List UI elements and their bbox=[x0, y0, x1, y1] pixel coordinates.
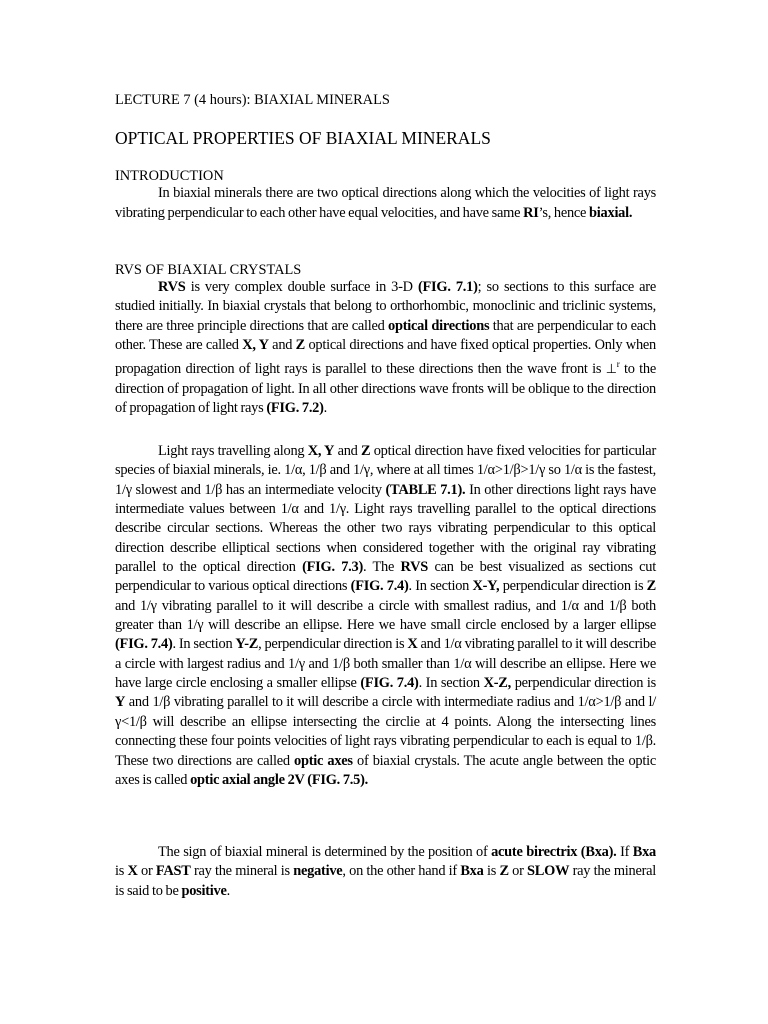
bold-term: SLOW bbox=[527, 863, 570, 880]
bold-term: Z bbox=[499, 863, 509, 880]
bold-term: (FIG. 7.4) bbox=[360, 675, 419, 692]
text-run: and bbox=[334, 443, 361, 459]
text-run: optical directions and have fixed optical properties. Only when propagation direction of light rays is parallel to these directions then the wave front is bbox=[115, 337, 656, 378]
text-run: , perpendicular direction is bbox=[258, 636, 408, 653]
text-run: can be best visualized as sections cut perpendicular to various optical directions bbox=[115, 559, 656, 595]
page-title: OPTICAL PROPERTIES OF BIAXIAL MINERALS bbox=[115, 128, 491, 148]
text-run: and 1/β vibrating parallel to it will describe a circle with intermediate radius and 1/α>1/β and l/γ<1/β will describe an ellipse intersecting the circlie at 4 points. Along the intersecting lines connecting these four points velocities of light rays vibrating perpendicular to each is equal to 1/β. These two directions are called bbox=[115, 694, 656, 769]
text-run: . In section bbox=[408, 578, 473, 595]
lecture-heading: LECTURE 7 (4 hours): BIAXIAL MINERALS bbox=[115, 92, 390, 108]
superscript: r bbox=[616, 359, 620, 370]
text-run: If bbox=[616, 844, 633, 860]
bold-term: optic axes bbox=[294, 752, 353, 769]
bold-term: (FIG. 7.1) bbox=[417, 279, 478, 295]
bold-term: Z bbox=[646, 578, 657, 595]
text-run: . bbox=[323, 399, 328, 416]
text-run: ray the mineral is said to be bbox=[115, 863, 657, 899]
bold-term: optical directions bbox=[388, 317, 490, 334]
bold-term: FAST bbox=[155, 863, 191, 880]
text-run: that are perpendicular to each other. These are called bbox=[115, 317, 656, 354]
text-run: and bbox=[268, 337, 296, 354]
bold-term: positive bbox=[181, 882, 227, 899]
text-run: of biaxial crystals. The acute angle between the optic axes is called bbox=[115, 752, 657, 788]
text-run: ; so sections to this surface are studied initially. In biaxial crystals that belong to orthorhombic, monoclinic and triclinic systems, there are three principle directions that are called bbox=[115, 279, 656, 334]
bold-term: optic axial angle 2V (FIG. 7.5). bbox=[190, 771, 368, 788]
bold-term: Bxa bbox=[632, 844, 656, 860]
rvs-paragraph bbox=[115, 278, 656, 418]
introduction-paragraph bbox=[115, 184, 656, 223]
text-run: . In section bbox=[418, 675, 484, 692]
text-run: . In section bbox=[172, 636, 236, 653]
bold-term: RVS bbox=[158, 279, 186, 295]
perpendicular-symbol: ⊥ bbox=[605, 362, 617, 378]
introduction-heading: INTRODUCTION bbox=[115, 168, 224, 184]
text-run: . bbox=[226, 882, 230, 899]
bold-term: Z bbox=[295, 337, 306, 354]
text-run: , on the other hand if bbox=[342, 863, 461, 880]
text-run: In other directions light rays have intermediate values between 1/α and 1/γ. Light rays travelling parallel to the optical directions describe circular sections. Whereas the other two rays vibrating perpendicular to this optical direction describe elliptical sections when considered together with the original ray vibrating parallel to the optical direction bbox=[115, 481, 656, 576]
bold-term: (FIG. 7.3) bbox=[302, 559, 363, 576]
bold-term: (FIG. 7.4) bbox=[350, 578, 409, 595]
velocity-paragraph bbox=[115, 442, 656, 790]
bold-term: X, Y bbox=[307, 443, 335, 459]
bold-term: (TABLE 7.1). bbox=[385, 481, 466, 498]
bold-term: X, Y bbox=[242, 337, 269, 354]
bold-term: X bbox=[127, 863, 138, 880]
bold-term: Z bbox=[360, 443, 371, 459]
bold-term: acute birectrix (Bxa). bbox=[491, 844, 617, 860]
bold-term: RI bbox=[523, 204, 539, 221]
bold-term: Y bbox=[115, 694, 126, 711]
text-run: and 1/γ vibrating parallel to it will describe a circle with smallest radius, and 1/α and 1/β both greater than 1/γ will describe an ellipse. Here we have small circle enclosed by a larger ellipse bbox=[115, 597, 656, 634]
text-run: to the direction of propagation of light. In all other directions wave fronts will be oblique to the direction of propagation of light rays bbox=[115, 361, 656, 416]
bold-term: X bbox=[407, 636, 418, 653]
text-run: is very complex double surface in 3-D bbox=[185, 279, 418, 295]
text-run: and 1/α vibrating parallel to it will describe a circle with largest radius and 1/γ and 1/β both smaller than 1/α will describe an ellipse. Here we have large circle enclosing a smaller ellipse bbox=[115, 636, 656, 692]
bold-term: X-Y, bbox=[472, 578, 500, 595]
text-run: or bbox=[137, 863, 156, 880]
text-run: In biaxial minerals there are two optical directions along which the velocities of light rays vibrating perpendicular to each other have equal velocities, and have same bbox=[115, 185, 656, 221]
bold-term: Y-Z bbox=[235, 636, 259, 653]
bold-term: Bxa bbox=[460, 863, 484, 880]
text-run: ’s, hence bbox=[538, 204, 590, 221]
bold-term: negative bbox=[293, 863, 343, 880]
text-run: perpendicular direction is bbox=[511, 675, 657, 692]
text-run: . The bbox=[362, 559, 401, 576]
bold-term: RVS bbox=[400, 559, 429, 576]
text-run: perpendicular direction is bbox=[499, 578, 647, 595]
rvs-section-heading: RVS OF BIAXIAL CRYSTALS bbox=[115, 262, 302, 278]
sign-paragraph bbox=[115, 843, 656, 901]
bold-term: (FIG. 7.2) bbox=[266, 399, 324, 416]
bold-term: (FIG. 7.4) bbox=[115, 636, 173, 653]
text-run: ray the mineral is bbox=[190, 863, 294, 880]
text-run: or bbox=[508, 863, 528, 880]
text-run: optical direction have fixed velocities for particular species of biaxial minerals, ie. 1/α, 1/β and 1/γ, where at all times 1/α>1/β>1/γ so 1/α is the fastest, 1/γ slowest and 1/β has an intermediate velocity bbox=[115, 443, 656, 498]
text-run: is bbox=[483, 863, 500, 880]
bold-term: X-Z, bbox=[483, 675, 511, 692]
text-run: The sign of biaxial mineral is determined by the position of bbox=[158, 844, 492, 860]
bold-term: biaxial. bbox=[589, 204, 633, 221]
text-run: Light rays travelling along bbox=[158, 443, 308, 459]
text-run: is bbox=[115, 863, 128, 880]
